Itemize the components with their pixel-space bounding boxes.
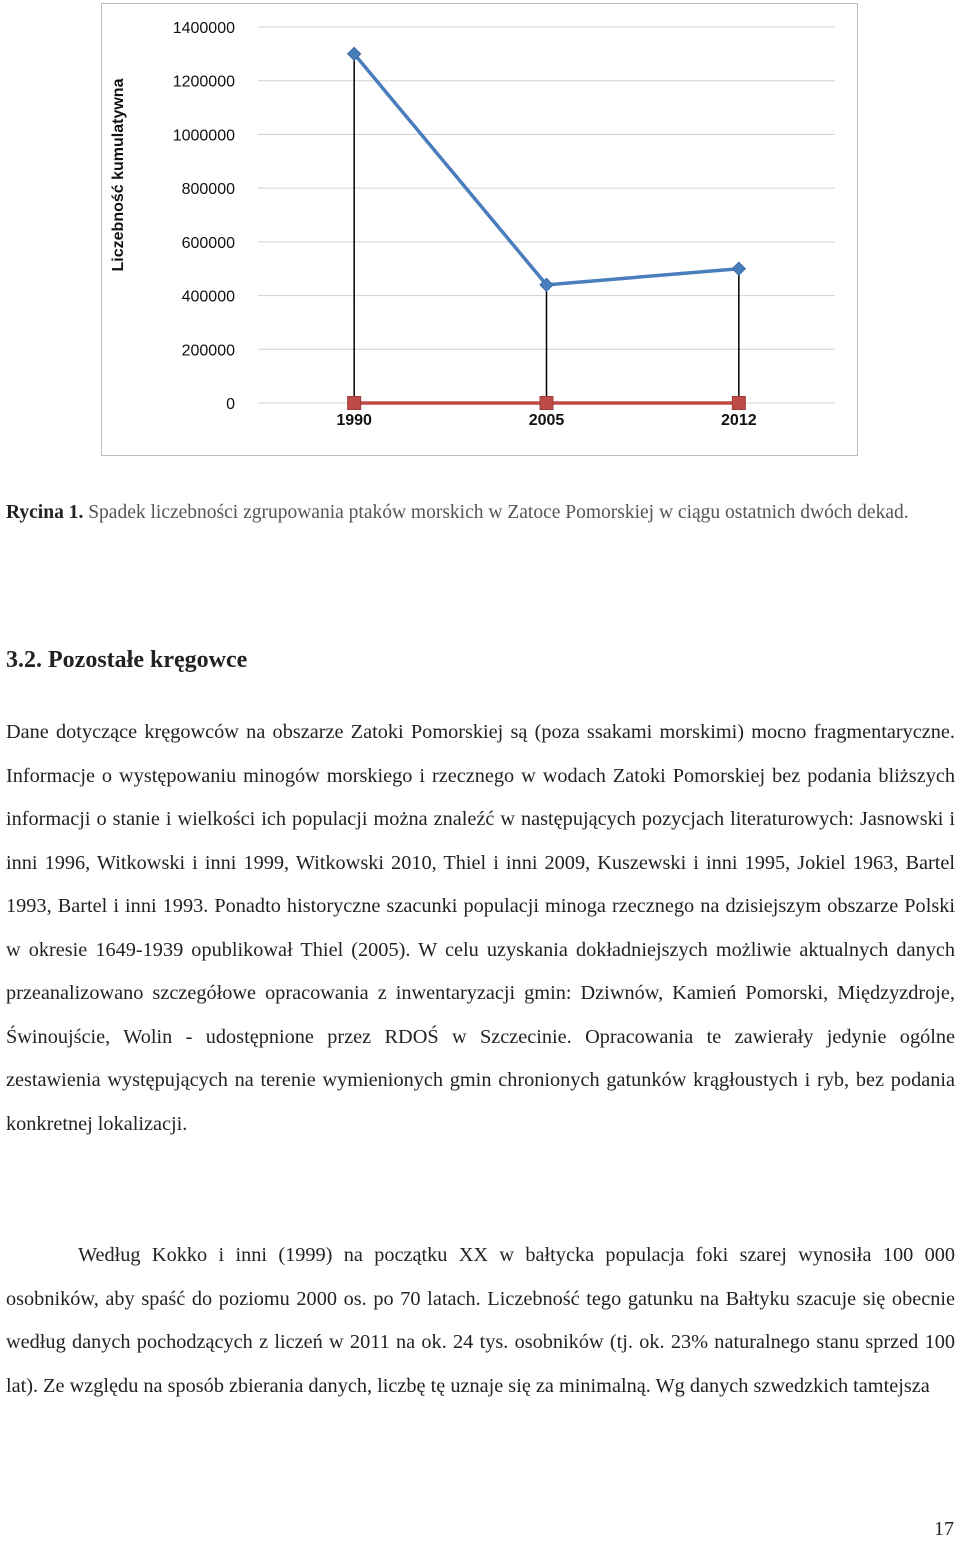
- x-tick-label: 1990: [336, 412, 372, 429]
- y-tick-label: 1000000: [172, 127, 235, 145]
- page-number: 17: [934, 1518, 954, 1540]
- section-heading: 3.2. Pozostałe kręgowce: [6, 647, 248, 673]
- caption-label: Rycina 1.: [6, 502, 84, 523]
- y-tick-label: 800000: [181, 181, 235, 199]
- y-tick-label: 1200000: [172, 73, 235, 91]
- data-point-diamond: [732, 262, 745, 275]
- series-line-1: [354, 54, 739, 285]
- y-tick-label: 600000: [181, 234, 235, 252]
- y-tick-label: 400000: [181, 288, 235, 306]
- caption-text: Spadek liczebności zgrupowania ptaków morskich w Zatoce Pomorskiej w ciągu ostatnich dwóch dekad.: [88, 502, 909, 523]
- data-point-square: [540, 397, 553, 410]
- chart-container: [101, 3, 858, 456]
- y-axis-title: Liczebność kumulatywna: [110, 78, 127, 272]
- figure-caption: [6, 493, 956, 533]
- x-tick-label: 2005: [528, 412, 565, 429]
- y-tick-label: 0: [226, 396, 235, 413]
- line-chart: [102, 4, 859, 457]
- y-tick-label: 1400000: [172, 20, 235, 37]
- y-tick-label: 200000: [181, 342, 235, 360]
- data-point-square: [348, 397, 361, 410]
- paragraph-2: Według Kokko i inni (1999) na początku XX w bałtycka populacja foki szarej wynosiła 100 000 osobników, aby spaść do poziomu 2000 os. po 70 latach. Liczebność tego gatunku na Bałtyku szacuje się obecnie według danych pochodzących z liczeń w 2011 na ok. 24 tys. osobników (tj. ok. 23% naturalnego stanu sprzed 100 lat). Ze względu na sposób zbierania danych, liczbę tę uznaje się za minimalną. Wg danych szwedzkich tamtejsza: [6, 1244, 955, 1397]
- paragraph-1: Dane dotyczące kręgowców na obszarze Zatoki Pomorskiej są (poza ssakami morskimi) mocno fragmentaryczne. Informacje o występowaniu minogów morskiego i rzecznego w wodach Zatoki Pomorskiej bez podania bliższych informacji o stanie i wielkości ich populacji można znaleźć w następujących pozycjach literaturowych: Jasnowski i inni 1996, Witkowski i inni 1999, Witkowski 2010, Thiel i inni 2009, Kuszewski i inni 1995, Jokiel 1963, Bartel 1993, Bartel i inni 1993. Ponadto historyczne szacunki populacji minoga rzecznego na dzisiejszym obszarze Polski w okresie 1649-1939 opublikował Thiel (2005). W celu uzyskania dokładniejszych możliwie aktualnych danych przeanalizowano szczegółowe opracowania z inwentaryzacji gmin: Dziwnów, Kamień Pomorski, Międzyzdroje, Świnoujście, Wolin - udostępnione przez RDOŚ w Szczecinie. Opracowania te zawierały jedynie ogólne zestawienia występujących na terenie wymienionych gmin chronionych gatunków krągłoustych i ryb, bez podania konkretnej lokalizacji.: [6, 721, 955, 1135]
- x-tick-label: 2012: [721, 412, 757, 429]
- data-point-square: [732, 397, 745, 410]
